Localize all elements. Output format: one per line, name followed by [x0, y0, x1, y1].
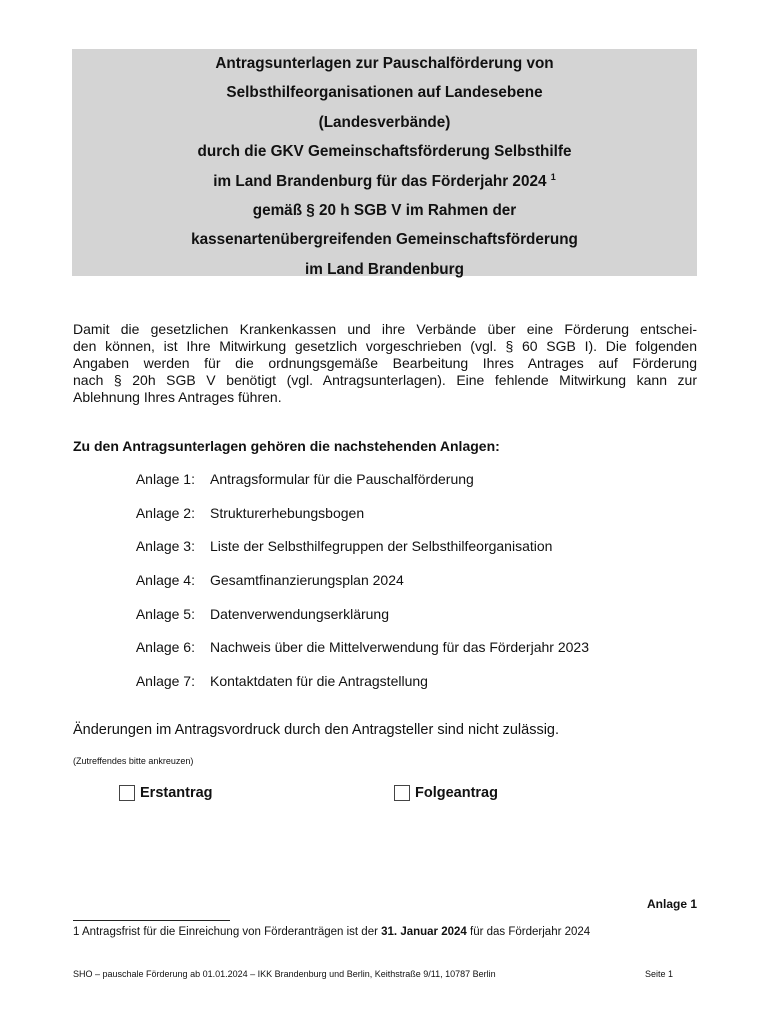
annex-item [0, 505, 770, 525]
annex-text: Datenverwendungserklärung [210, 606, 389, 622]
intro-line: den können, ist Ihre Mitwirkung gesetzlich vorgeschrieben (vgl. § 60 SGB I). Die folgenden [73, 338, 697, 354]
annex-text: Antragsformular für die Pauschalförderung [210, 471, 474, 487]
footnote-deadline: 31. Januar 2024 [381, 926, 467, 938]
changes-note: Änderungen im Antragsvordruck durch den Antragsteller sind nicht zulässig. [73, 722, 560, 738]
title-box [72, 49, 697, 276]
title-line: im Land Brandenburg [305, 260, 464, 278]
intro-line: Angaben werden für die ordnungsgemäße Bearbeitung Ihres Antrages auf Förderung [73, 355, 697, 371]
annex-item [0, 471, 770, 491]
folgeantrag-checkbox[interactable] [394, 785, 410, 801]
title-line: kassenartenübergreifenden Gemeinschaftsförderung [191, 231, 578, 249]
annex-text: Strukturerhebungsbogen [210, 505, 365, 521]
title-line: Antragsunterlagen zur Pauschalförderung von [215, 55, 554, 72]
annex-item [0, 606, 770, 626]
page-number: Seite 1 [644, 969, 673, 979]
folgeantrag-label[interactable]: Folgeantrag [415, 785, 498, 801]
erstantrag-label[interactable]: Erstantrag [140, 785, 213, 801]
annex-text: Nachweis über die Mittelverwendung für das Förderjahr 2023 [210, 639, 589, 655]
erstantrag-option[interactable] [119, 784, 213, 802]
footnote-reference[interactable]: 1 [550, 171, 556, 182]
annex-heading: Zu den Antragsunterlagen gehören die nachstehenden Anlagen: [73, 438, 500, 454]
title-line: (Landesverbände) [318, 113, 451, 131]
intro-line: nach § 20h SGB V benötigt (vgl. Antragsunterlagen). Eine fehlende Mitwirkung kann zur [73, 372, 697, 388]
annex-label: Anlage 1: [135, 471, 195, 487]
annex-text: Liste der Selbsthilfegruppen der Selbsthilfeorganisation [210, 538, 553, 554]
annex-label: Anlage 4: [135, 572, 195, 588]
folgeantrag-option[interactable] [394, 784, 498, 802]
title-line: Selbsthilfeorganisationen auf Landesebene [226, 84, 543, 102]
annex-label: Anlage 3: [135, 538, 195, 554]
intro-line: Ablehnung Ihres Antrages führen. [73, 389, 282, 405]
annex-label: Anlage 5: [135, 606, 195, 622]
annex-label: Anlage 7: [135, 673, 195, 689]
title-line: gemäß § 20 h SGB V im Rahmen der [252, 202, 517, 220]
annex-item [0, 639, 770, 659]
footnote-number: 1 [73, 926, 80, 938]
annex-text: Gesamtfinanzierungsplan 2024 [210, 572, 404, 588]
checkbox-hint: (Zutreffendes bitte ankreuzen) [73, 756, 194, 766]
intro-line: Damit die gesetzlichen Krankenkassen und ihre Verbände über eine Förderung entschei- [73, 321, 697, 337]
title-line [72, 167, 697, 196]
footnote-text: Antragsfrist für die Einreichung von Förderanträgen ist der [81, 926, 378, 938]
annex-text: Kontaktdaten für die Antragstellung [210, 673, 428, 689]
annex-item [0, 673, 770, 693]
annex-item [0, 572, 770, 592]
footnote-text-end: für das Förderjahr 2024 [470, 926, 591, 938]
intro-paragraph [73, 321, 697, 406]
annex-item [0, 538, 770, 558]
annex-marker: Anlage 1 [646, 897, 697, 911]
erstantrag-checkbox[interactable] [119, 785, 135, 801]
title-line: durch die GKV Gemeinschaftsförderung Selbsthilfe [197, 143, 572, 161]
footnote-divider [73, 920, 230, 921]
title-line-text: im Land Brandenburg für das Förderjahr 2024 [213, 172, 547, 190]
footnote [73, 926, 590, 938]
page-footer-text: SHO – pauschale Förderung ab 01.01.2024 – IKK Brandenburg und Berlin, Keithstraße 9/11, 10787 Berlin [73, 969, 496, 979]
annex-label: Anlage 6: [135, 639, 195, 655]
annex-label: Anlage 2: [135, 505, 195, 521]
